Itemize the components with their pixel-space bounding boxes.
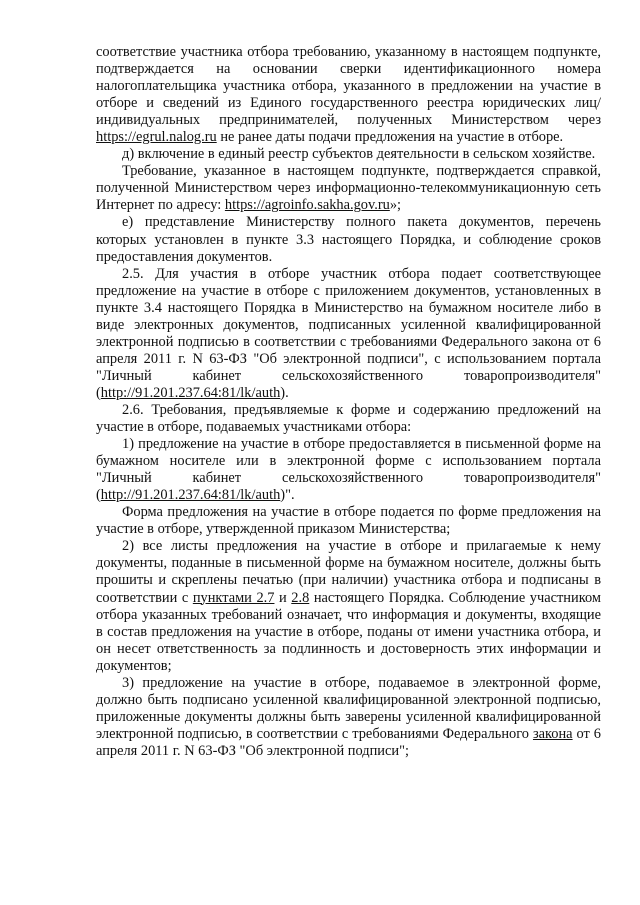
paragraph-item-2 [96,538,601,674]
lk-portal-link[interactable]: http://91.201.237.64:81/lk/auth [100,384,281,401]
paragraph-requirement [96,163,601,214]
paragraph-text: ). [280,384,289,401]
ref-clause-2-8-link[interactable]: 2.8 [291,589,310,606]
paragraph-form: Форма предложения на участие в отборе подается по форме предложения на участие в отборе, утвержденной приказом Министерства; [96,504,601,538]
paragraph-text: и [274,589,292,606]
paragraph-text: 2.5. Для участия в отборе участник отбора подает соответствующее предложение на участие в отборе с приложением документов, установленных в пункте 3.4 настоящего Порядка в Министерство на бумажном носителе либо в виде электронных документов, подписанных усиленной квалифицированной электронной подписью в соответствии с требованиями Федерального закона от 6 апреля 2011 г. N 63-ФЗ "Об электронной подписи", с использованием портала "Личный кабинет сельскохозяйственного товаропроизводителя" ( [96,265,601,401]
paragraph-egrul [96,44,601,146]
paragraph-text: не ранее даты подачи предложения на участие в отборе. [216,129,564,146]
paragraph-text: Требование, указанное в настоящем подпункте, подтверждается справкой, полученной Министерством через информационно-телекоммуникационную сеть Интернет по адресу: [96,163,601,214]
paragraph-2-6: 2.6. Требования, предъявляемые к форме и содержанию предложений на участие в отборе, подаваемых участниками отбора: [96,401,601,436]
paragraph-text: от 6 апреля 2011 г. N 63-ФЗ "Об электронной подписи"; [96,725,601,759]
paragraph-text: настоящего Порядка. Соблюдение участником отбора указанных требований означает, что информация и документы, входящие в состав предложения на участие в отборе, поданы от имени участника отбора, и он несет ответственность за подлинность и достоверность этих информации и документов; [96,589,601,674]
paragraph-item-3 [96,675,601,760]
paragraph-text: 2) все листы предложения на участие в отборе и прилагаемые к нему документы, поданные в письменной форме на бумажном носителе, должны быть прошиты и скреплены печатью (при наличии) участника отбора и подписаны в соответствии с [96,538,601,606]
document-page [96,44,601,760]
paragraph-text: 3) предложение на участие в отборе, подаваемое в электронной форме, должно быть подписано усиленной квалифицированной электронной подписью, приложенные документы должны быть заверены усиленной квалифицированной электронной подписью, в соответствии с требованиями Федерального [96,674,601,742]
paragraph-item-e: е) представление Министерству полного пакета документов, перечень которых установлен в пункте 3.3 настоящего Порядка, и соблюдение сроков предоставления документов. [96,214,601,265]
paragraph-text: 1) предложение на участие в отборе предоставляется в письменной форме на бумажном носителе или в электронной форме с использованием портала "Личный кабинет сельскохозяйственного товаропроизводителя" ( [96,436,601,504]
lk-portal-link[interactable]: http://91.201.237.64:81/lk/auth [100,487,281,504]
ref-clause-2-7-link[interactable]: пунктами 2.7 [192,589,275,606]
agroinfo-link[interactable]: https://agroinfo.sakha.gov.ru [224,197,390,214]
law-ref-link[interactable]: закона [532,725,573,742]
paragraph-item-1 [96,436,601,504]
paragraph-2-5 [96,266,601,402]
paragraph-item-d: д) включение в единый реестр субъектов деятельности в сельском хозяйстве. [122,146,596,163]
egrul-link[interactable]: https://egrul.nalog.ru [96,129,217,146]
paragraph-text: соответствие участника отбора требованию, указанному в настоящем подпункте, подтверждается на основании сверки идентификационного номера налогоплательщика участника отбора, указанного в предложении на участие в отборе и сведений из Единого государственного реестра юридических лиц/индивидуальных предпринимателей, полученных Министерством через [96,44,601,129]
paragraph-text: »; [389,197,402,214]
paragraph-text: )". [280,487,295,504]
